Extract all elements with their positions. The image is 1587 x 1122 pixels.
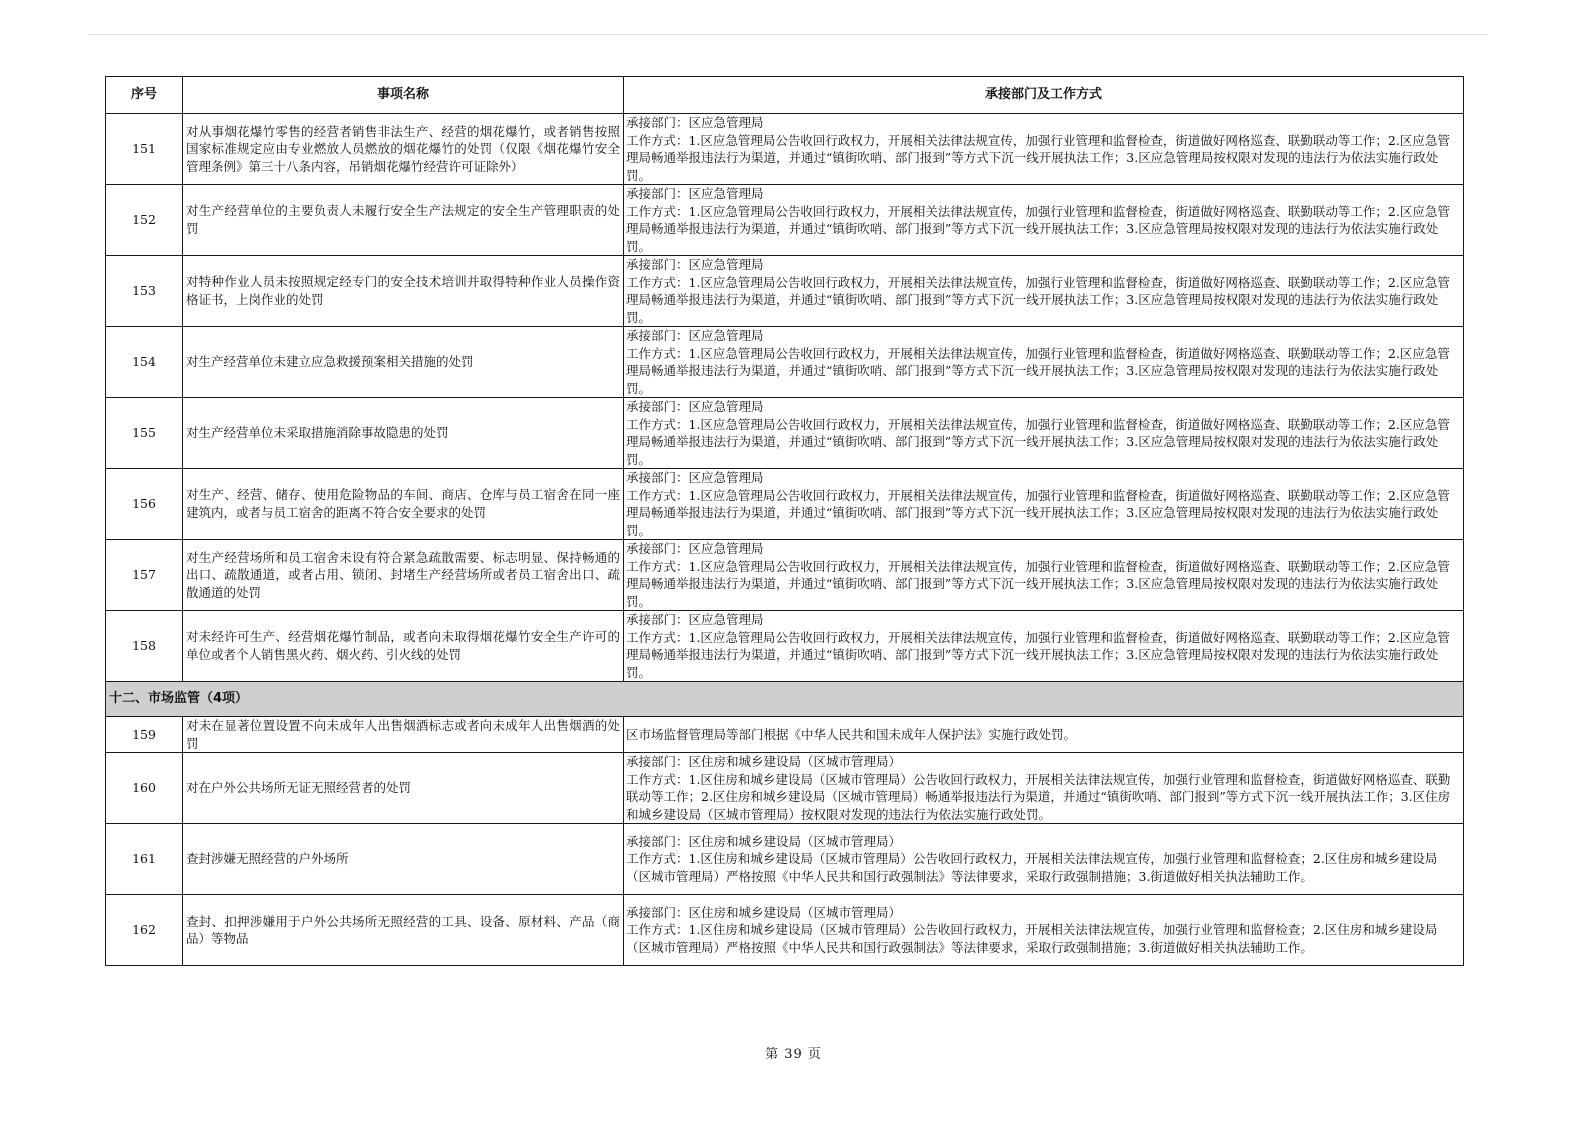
table-row bbox=[106, 469, 1464, 540]
row-dept: 承接部门：区住房和城乡建设局（区城市管理局） bbox=[626, 754, 902, 770]
row-name: 对未在显著位置设置不向未成年人出售烟酒标志或者向未成年人出售烟酒的处罚 bbox=[183, 717, 624, 753]
row-dept: 承接部门：区应急管理局 bbox=[626, 612, 764, 627]
row-detail bbox=[624, 185, 1464, 256]
header-name: 事项名称 bbox=[183, 77, 624, 114]
row-method: 工作方式：1.区应急管理局公告收回行政权力，开展相关法律法规宣传，加强行业管理和监督检查，街道做好网格巡查、联勤联动等工作；2.区应急管理局畅通举报违法行为渠道，并通过“镇街吹哨、部门报到”等方式下沉一线开展执法工作；3.区应急管理局按权限对发现的违法行为依法实施行政处罚。 bbox=[626, 487, 1450, 538]
row-method: 工作方式：1.区应急管理局公告收回行政权力，开展相关法律法规宣传，加强行业管理和监督检查，街道做好网格巡查、联勤联动等工作；2.区应急管理局畅通举报违法行为渠道，并通过“镇街吹哨、部门报到”等方式下沉一线开展执法工作；3.区应急管理局按权限对发现的违法行为依法实施行政处罚。 bbox=[626, 132, 1450, 183]
row-name: 对从事烟花爆竹零售的经营者销售非法生产、经营的烟花爆竹，或者销售按照国家标准规定应由专业燃放人员燃放的烟花爆竹的处罚（仅限《烟花爆竹安全管理条例》第三十八条内容，吊销烟花爆竹经营许可证除外） bbox=[183, 114, 624, 185]
row-dept: 承接部门：区应急管理局 bbox=[626, 257, 764, 272]
row-detail bbox=[624, 611, 1464, 682]
table-row bbox=[106, 895, 1464, 966]
table-row bbox=[106, 753, 1464, 824]
row-name: 查封、扣押涉嫌用于户外公共场所无照经营的工具、设备、原材料、产品（商品）等物品 bbox=[183, 895, 624, 966]
row-dept: 承接部门：区住房和城乡建设局（区城市管理局） bbox=[626, 904, 902, 920]
row-dept: 承接部门：区应急管理局 bbox=[626, 115, 764, 130]
table-row bbox=[106, 717, 1464, 753]
row-method: 工作方式：1.区应急管理局公告收回行政权力，开展相关法律法规宣传，加强行业管理和监督检查，街道做好网格巡查、联勤联动等工作；2.区应急管理局畅通举报违法行为渠道，并通过“镇街吹哨、部门报到”等方式下沉一线开展执法工作；3.区应急管理局按权限对发现的违法行为依法实施行政处罚。 bbox=[626, 558, 1450, 609]
row-name: 对未经许可生产、经营烟花爆竹制品，或者向未取得烟花爆竹安全生产许可的单位或者个人销售黑火药、烟火药、引火线的处罚 bbox=[183, 611, 624, 682]
row-name: 对生产、经营、储存、使用危险物品的车间、商店、仓库与员工宿舍在同一座建筑内，或者与员工宿舍的距离不符合安全要求的处罚 bbox=[183, 469, 624, 540]
row-name: 查封涉嫌无照经营的户外场所 bbox=[183, 824, 624, 895]
table-row bbox=[106, 611, 1464, 682]
section-row bbox=[106, 682, 1464, 717]
row-method: 工作方式：1.区住房和城乡建设局（区城市管理局）公告收回行政权力，开展相关法律法规宣传，加强行业管理和监督检查；2.区住房和城乡建设局（区城市管理局）严格按照《中华人民共和国行政强制法》等法律要求，采取行政强制措施；3.街道做好相关执法辅助工作。 bbox=[626, 922, 1438, 955]
row-detail bbox=[624, 327, 1464, 398]
row-method: 工作方式：1.区应急管理局公告收回行政权力，开展相关法律法规宣传，加强行业管理和监督检查，街道做好网格巡查、联勤联动等工作；2.区应急管理局畅通举报违法行为渠道，并通过“镇街吹哨、部门报到”等方式下沉一线开展执法工作；3.区应急管理局按权限对发现的违法行为依法实施行政处罚。 bbox=[626, 274, 1450, 325]
row-method: 工作方式：1.区应急管理局公告收回行政权力，开展相关法律法规宣传，加强行业管理和监督检查，街道做好网格巡查、联勤联动等工作；2.区应急管理局畅通举报违法行为渠道，并通过“镇街吹哨、部门报到”等方式下沉一线开展执法工作；3.区应急管理局按权限对发现的违法行为依法实施行政处罚。 bbox=[626, 203, 1450, 254]
row-detail bbox=[624, 540, 1464, 611]
row-method: 工作方式：1.区应急管理局公告收回行政权力，开展相关法律法规宣传，加强行业管理和监督检查，街道做好网格巡查、联勤联动等工作；2.区应急管理局畅通举报违法行为渠道，并通过“镇街吹哨、部门报到”等方式下沉一线开展执法工作；3.区应急管理局按权限对发现的违法行为依法实施行政处罚。 bbox=[626, 416, 1450, 467]
table-row bbox=[106, 327, 1464, 398]
row-method: 工作方式：1.区住房和城乡建设局（区城市管理局）公告收回行政权力，开展相关法律法规宣传，加强行业管理和监督检查，街道做好网格巡查、联勤联动等工作；2.区住房和城乡建设局（区城市管理局）畅通举报违法行为渠道，并通过“镇街吹哨、部门报到”等方式下沉一线开展执法工作；3.区住房和城乡建设局（区城市管理局）按权限对发现的违法行为依法实施行政处罚。 bbox=[626, 771, 1451, 822]
row-no: 161 bbox=[106, 824, 183, 895]
row-no: 160 bbox=[106, 753, 183, 824]
row-no: 154 bbox=[106, 327, 183, 398]
table-row bbox=[106, 256, 1464, 327]
row-no: 151 bbox=[106, 114, 183, 185]
section-title: 十二、市场监管（4项） bbox=[106, 682, 1464, 717]
row-no: 156 bbox=[106, 469, 183, 540]
table-row bbox=[106, 185, 1464, 256]
row-dept: 承接部门：区应急管理局 bbox=[626, 186, 764, 201]
row-name: 对在户外公共场所无证无照经营者的处罚 bbox=[183, 753, 624, 824]
row-dept: 区市场监督管理局等部门根据《中华人民共和国未成年人保护法》实施行政处罚。 bbox=[624, 717, 1464, 753]
row-name: 对生产经营单位未采取措施消除事故隐患的处罚 bbox=[183, 398, 624, 469]
row-no: 162 bbox=[106, 895, 183, 966]
row-dept: 承接部门：区应急管理局 bbox=[626, 541, 764, 556]
row-dept: 承接部门：区应急管理局 bbox=[626, 470, 764, 485]
table-row bbox=[106, 824, 1464, 895]
page-number: 第 39 页 bbox=[765, 1047, 822, 1062]
row-dept: 承接部门：区应急管理局 bbox=[626, 328, 764, 343]
row-no: 155 bbox=[106, 398, 183, 469]
row-method: 工作方式：1.区应急管理局公告收回行政权力，开展相关法律法规宣传，加强行业管理和监督检查，街道做好网格巡查、联勤联动等工作；2.区应急管理局畅通举报违法行为渠道，并通过“镇街吹哨、部门报到”等方式下沉一线开展执法工作；3.区应急管理局按权限对发现的违法行为依法实施行政处罚。 bbox=[626, 345, 1450, 396]
row-name: 对生产经营场所和员工宿舍未设有符合紧急疏散需要、标志明显、保持畅通的出口、疏散通道，或者占用、锁闭、封堵生产经营场所或者员工宿舍出口、疏散通道的处罚 bbox=[183, 540, 624, 611]
header-no: 序号 bbox=[106, 77, 183, 114]
row-no: 152 bbox=[106, 185, 183, 256]
items-table bbox=[105, 76, 1464, 966]
row-detail bbox=[624, 469, 1464, 540]
row-name: 对生产经营单位的主要负责人未履行安全生产法规定的安全生产管理职责的处罚 bbox=[183, 185, 624, 256]
row-no: 157 bbox=[106, 540, 183, 611]
row-method: 工作方式：1.区应急管理局公告收回行政权力，开展相关法律法规宣传，加强行业管理和监督检查，街道做好网格巡查、联勤联动等工作；2.区应急管理局畅通举报违法行为渠道，并通过“镇街吹哨、部门报到”等方式下沉一线开展执法工作；3.区应急管理局按权限对发现的违法行为依法实施行政处罚。 bbox=[626, 629, 1450, 680]
row-detail bbox=[624, 398, 1464, 469]
row-dept: 承接部门：区应急管理局 bbox=[626, 399, 764, 414]
row-detail bbox=[624, 114, 1464, 185]
table-row bbox=[106, 540, 1464, 611]
row-detail bbox=[624, 256, 1464, 327]
table-header-row bbox=[106, 77, 1464, 114]
row-detail bbox=[624, 895, 1464, 966]
row-name: 对生产经营单位未建立应急救援预案相关措施的处罚 bbox=[183, 327, 624, 398]
row-dept: 承接部门：区住房和城乡建设局（区城市管理局） bbox=[626, 833, 902, 849]
table-row bbox=[106, 114, 1464, 185]
top-rule bbox=[88, 34, 1488, 35]
row-detail bbox=[624, 753, 1464, 824]
row-no: 159 bbox=[106, 717, 183, 753]
row-name: 对特种作业人员未按照规定经专门的安全技术培训并取得特种作业人员操作资格证书，上岗作业的处罚 bbox=[183, 256, 624, 327]
header-dept: 承接部门及工作方式 bbox=[624, 77, 1464, 114]
row-detail bbox=[624, 824, 1464, 895]
row-method: 工作方式：1.区住房和城乡建设局（区城市管理局）公告收回行政权力，开展相关法律法规宣传，加强行业管理和监督检查；2.区住房和城乡建设局（区城市管理局）严格按照《中华人民共和国行政强制法》等法律要求，采取行政强制措施；3.街道做好相关执法辅助工作。 bbox=[626, 851, 1438, 884]
table-row bbox=[106, 398, 1464, 469]
row-no: 153 bbox=[106, 256, 183, 327]
row-no: 158 bbox=[106, 611, 183, 682]
